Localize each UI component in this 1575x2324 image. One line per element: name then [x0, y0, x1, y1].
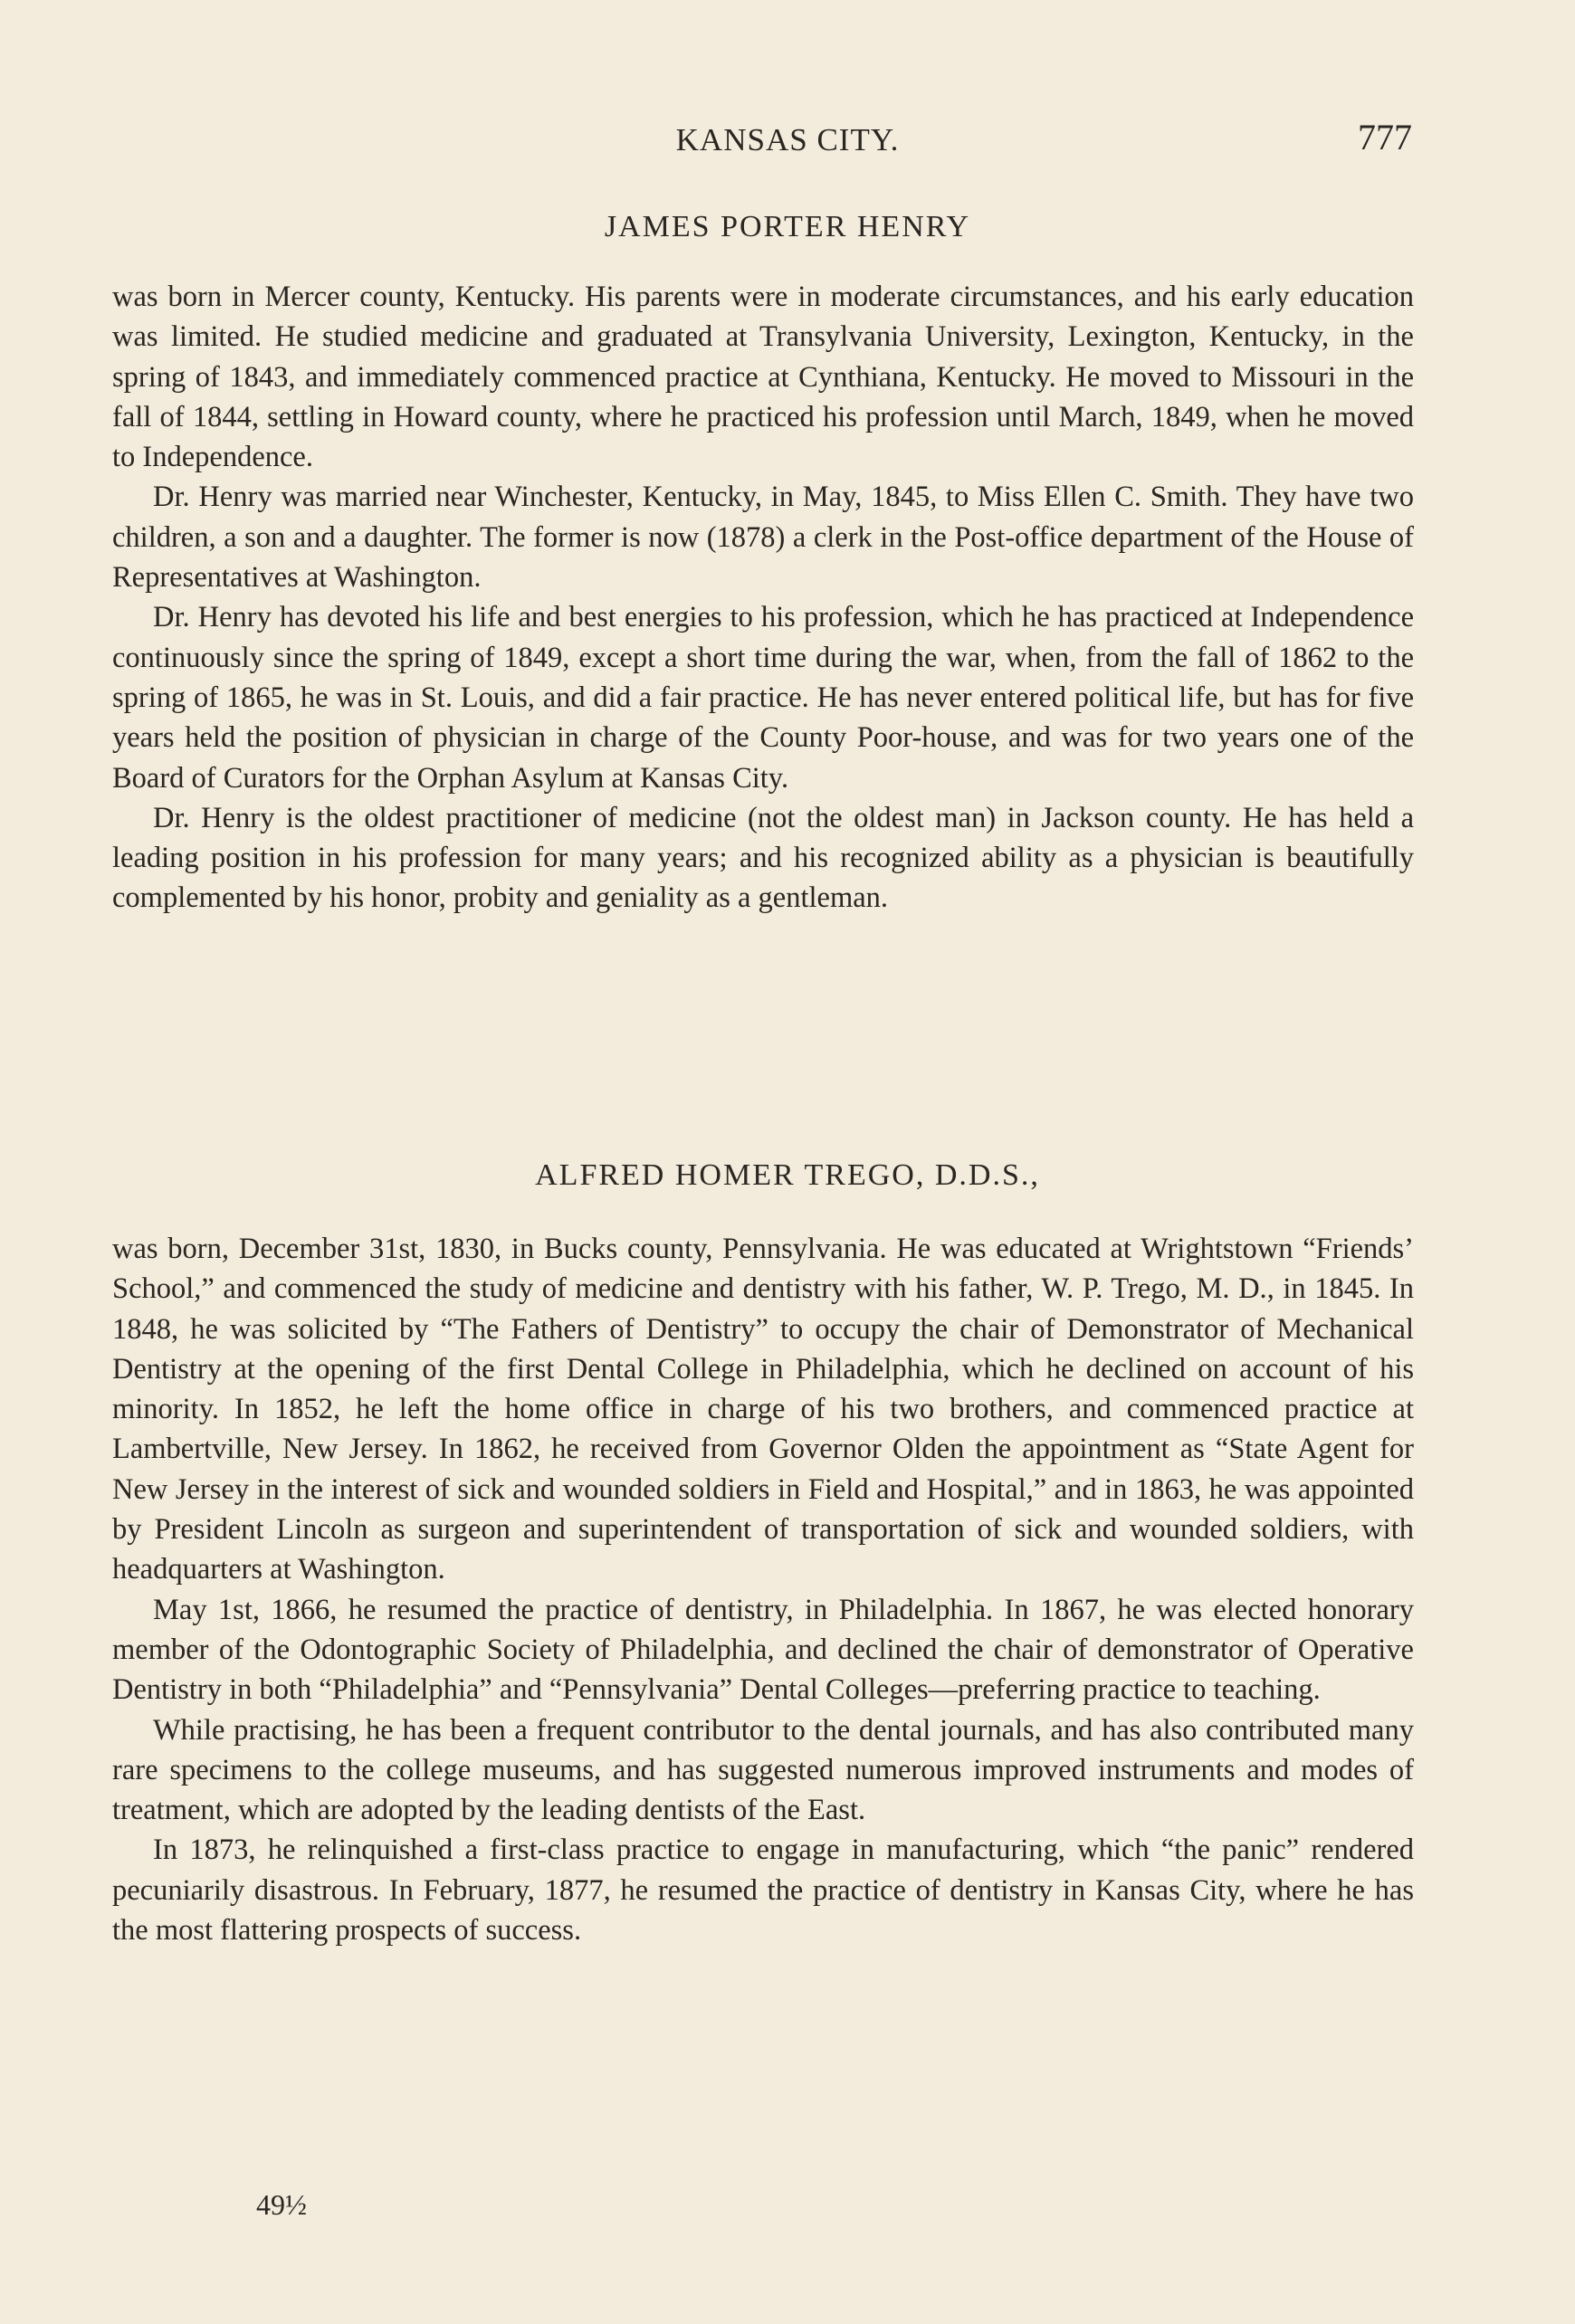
- paragraph: May 1st, 1866, he resumed the practice of dentistry, in Philadelphia. In 1867, he was elected honorary member of the Odontographic Society of Philadelphia, and declined the chair of demonstrator of Operative Dentistry in both “Philadelphia” and “Pennsylvania” Dental Colleges—preferring practice to teaching.: [112, 1593, 1414, 1707]
- paragraph: While practising, he has been a frequent contributor to the dental journals, and has also contributed many rare specimens to the college museums, and has suggested numerous improved instruments and modes of treatment, which are adopted by the leading dentists of the East.: [112, 1713, 1414, 1827]
- paragraph: Dr. Henry has devoted his life and best energies to his profession, which he has practiced at Independence continuously since the spring of 1849, except a short time during the war, when, from the fall of 1862 to the spring of 1865, he was in St. Louis, and did a fair practice. He has never entered political life, but has for five years held the position of physician in charge of the County Poor-house, and was for two years one of the Board of Curators for the Orphan Asylum at Kansas City.: [112, 601, 1414, 795]
- signature-mark: 49½: [256, 2188, 307, 2221]
- section-title-henry: JAMES PORTER HENRY: [604, 210, 971, 243]
- paragraph: Dr. Henry is the oldest practitioner of medicine (not the oldest man) in Jackson county. He has held a leading position in his profession for many years; and his recognized ability as a physician is beautifully complemented by his honor, probity and geniality as a gentleman.: [112, 801, 1414, 915]
- section-body-trego: [112, 1229, 1414, 1950]
- section-body-henry: [112, 277, 1414, 919]
- paragraph: In 1873, he relinquished a first-class practice to engage in manufacturing, which “the panic” rendered pecuniarily disastrous. In February, 1877, he resumed the practice of dentistry in Kansas City, where he has the most flattering prospects of success.: [112, 1833, 1414, 1948]
- page-number: 777: [1358, 117, 1412, 157]
- paragraph: was born in Mercer county, Kentucky. His parents were in moderate circumstances, and his early education was limited. He studied medicine and graduated at Transylvania University, Lexington, Kentucky, in the spring of 1843, and immediately commenced practice at Cynthiana, Kentucky. He moved to Missouri in the fall of 1844, settling in Howard county, where he practiced his profession until March, 1849, when he moved to Independence.: [112, 281, 1414, 474]
- paragraph: Dr. Henry was married near Winchester, Kentucky, in May, 1845, to Miss Ellen C. Smith. They have two children, a son and a daughter. The former is now (1878) a clerk in the Post-office department of the House of Representatives at Washington.: [112, 481, 1414, 595]
- section-title-trego: ALFRED HOMER TREGO, D.D.S.,: [535, 1158, 1040, 1192]
- running-head: KANSAS CITY.: [675, 122, 900, 157]
- paragraph: was born, December 31st, 1830, in Bucks county, Pennsylvania. He was educated at Wrightstown “Friends’ School,” and commenced the study of medicine and dentistry with his father, W. P. Trego, M. D., in 1845. In 1848, he was solicited by “The Fathers of Dentistry” to occupy the chair of Demonstrator of Mechanical Dentistry at the opening of the first Dental College in Philadelphia, which he declined on account of his minority. In 1852, he left the home office in charge of his two brothers, and commenced practice at Lambertville, New Jersey. In 1862, he received from Governor Olden the appointment as “State Agent for New Jersey in the interest of sick and wounded soldiers in Field and Hospital,” and in 1863, he was appointed by President Lincoln as surgeon and superintendent of transportation of sick and wounded soldiers, with headquarters at Washington.: [112, 1233, 1414, 1586]
